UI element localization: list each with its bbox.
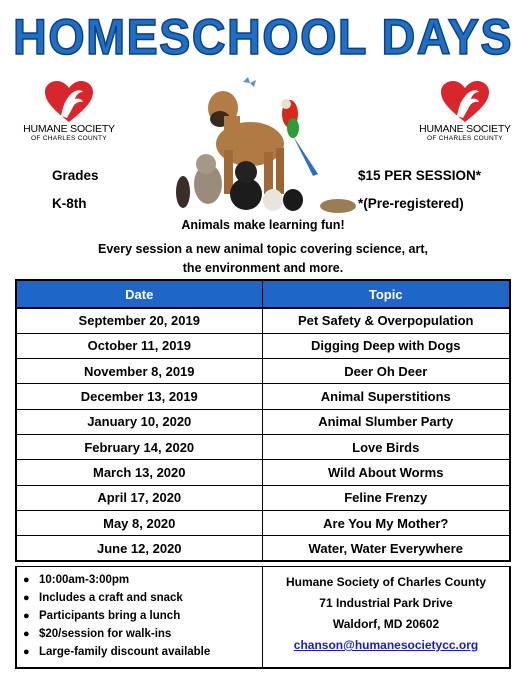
- bullet-icon: ●: [23, 574, 30, 586]
- title-text: HOMESCHOOL DAYS: [13, 9, 513, 65]
- grades-block: [52, 162, 99, 218]
- table-row: [16, 434, 510, 459]
- humane-society-logo-left: [14, 80, 124, 143]
- price-block: [358, 162, 481, 218]
- footer-box: [15, 566, 511, 669]
- details-list-block: [17, 567, 263, 667]
- session-date: June 12, 2020: [16, 536, 262, 561]
- logo-org-county: OF CHARLES COUNTY: [31, 135, 107, 142]
- list-item: ● 10:00am-3:00pm: [23, 571, 262, 589]
- list-item: ● Large-family discount available: [23, 643, 262, 661]
- grades-label: Grades: [52, 168, 99, 183]
- table-row: [16, 384, 510, 409]
- humane-society-logo-right: [410, 80, 520, 143]
- bullet-icon: ●: [23, 610, 30, 622]
- session-topic: Are You My Mother?: [262, 510, 510, 535]
- session-topic: Deer Oh Deer: [262, 359, 510, 384]
- bullet-icon: ●: [23, 646, 30, 658]
- contact-block: [263, 567, 509, 667]
- bullet-icon: ●: [23, 592, 30, 604]
- session-date: January 10, 2020: [16, 409, 262, 434]
- table-row: [16, 536, 510, 561]
- session-date: September 20, 2019: [16, 308, 262, 333]
- table-row: [16, 359, 510, 384]
- session-date: February 14, 2020: [16, 434, 262, 459]
- session-date: April 17, 2020: [16, 485, 262, 510]
- tagline: Animals make learning fun!: [181, 218, 345, 232]
- header-date: Date: [16, 280, 262, 308]
- contact-street: 71 Industrial Park Drive: [319, 596, 453, 610]
- contact-org: Humane Society of Charles County: [285, 575, 487, 589]
- session-topic: Love Birds: [262, 434, 510, 459]
- session-topic: Pet Safety & Overpopulation: [262, 308, 510, 333]
- table-row: [16, 308, 510, 333]
- session-topic: Water, Water Everywhere: [262, 536, 510, 561]
- page-title: [0, 4, 526, 68]
- description-line-2: the environment and more.: [182, 261, 344, 275]
- table-row: [16, 485, 510, 510]
- heart-logo-icon: [43, 80, 95, 124]
- session-topic: Animal Superstitions: [262, 384, 510, 409]
- table-row: [16, 460, 510, 485]
- list-item: ● $20/session for walk-ins: [23, 625, 262, 643]
- schedule-table: [15, 279, 511, 562]
- details-list: [23, 571, 262, 661]
- session-topic: Wild About Worms: [262, 460, 510, 485]
- heart-logo-icon: [439, 80, 491, 124]
- bullet-icon: ●: [23, 628, 30, 640]
- table-row: [16, 510, 510, 535]
- description: [0, 240, 526, 278]
- session-topic: Feline Frenzy: [262, 485, 510, 510]
- session-date: November 8, 2019: [16, 359, 262, 384]
- logo-org-name: HUMANE SOCIETY: [419, 123, 511, 135]
- list-item: ● Includes a craft and snack: [23, 589, 262, 607]
- logo-org-county: OF CHARLES COUNTY: [427, 135, 503, 142]
- price-note: *(Pre-registered): [358, 196, 464, 211]
- table-row: [16, 333, 510, 358]
- session-date: October 11, 2019: [16, 333, 262, 358]
- session-topic: Digging Deep with Dogs: [262, 333, 510, 358]
- contact-email-link[interactable]: chanson@humanesocietycc.org: [293, 638, 479, 652]
- animals-group-image: [168, 74, 363, 214]
- contact-city: Waldorf, MD 20602: [332, 617, 440, 631]
- session-date: March 13, 2020: [16, 460, 262, 485]
- description-line-1: Every session a new animal topic covering science, art,: [97, 242, 428, 256]
- session-date: May 8, 2020: [16, 510, 262, 535]
- header-topic: Topic: [262, 280, 510, 308]
- session-date: December 13, 2019: [16, 384, 262, 409]
- logo-org-name: HUMANE SOCIETY: [23, 123, 115, 135]
- table-header-row: [16, 280, 510, 308]
- table-row: [16, 409, 510, 434]
- grades-range: K-8th: [52, 196, 87, 211]
- session-topic: Animal Slumber Party: [262, 409, 510, 434]
- price-per-session: $15 PER SESSION*: [358, 168, 482, 183]
- list-item: ● Participants bring a lunch: [23, 607, 262, 625]
